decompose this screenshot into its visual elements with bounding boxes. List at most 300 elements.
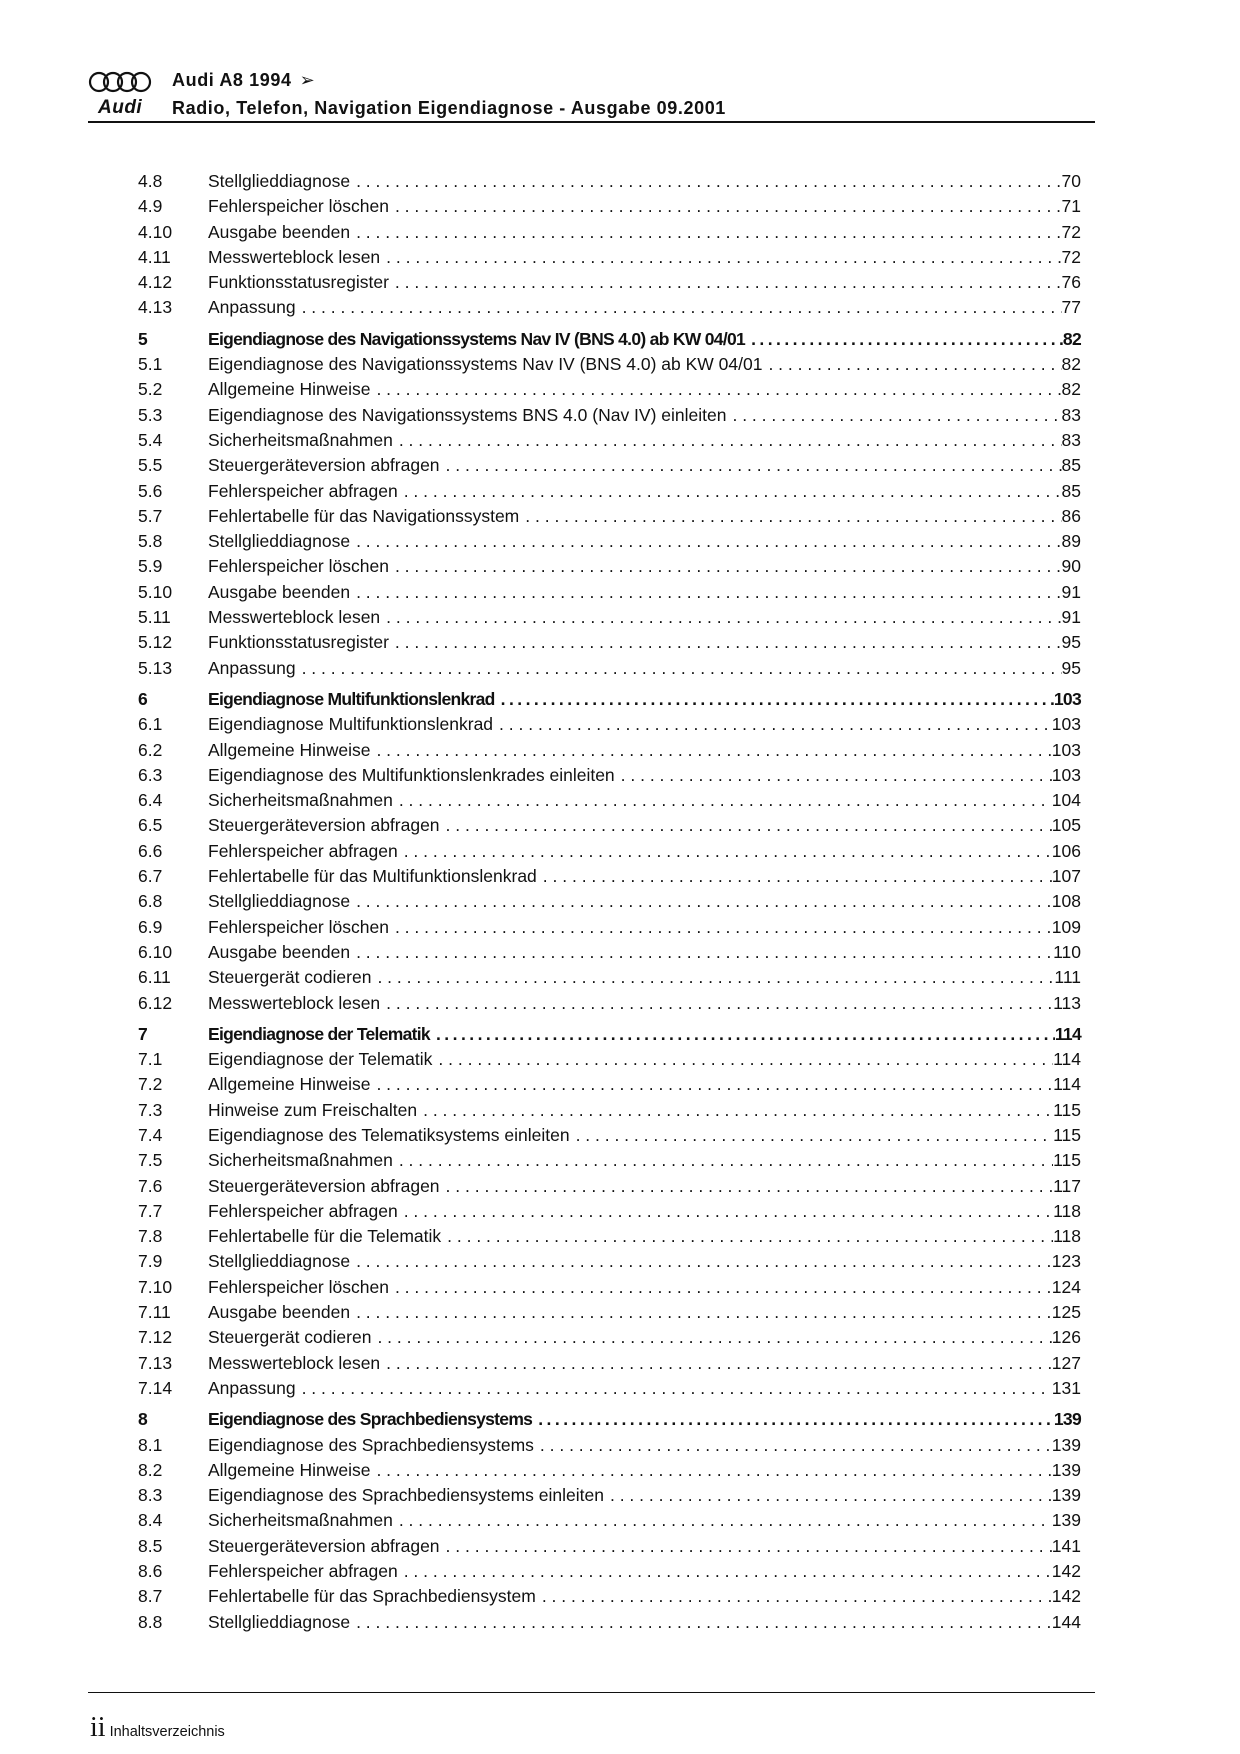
toc-title: Fehlerspeicher löschen <box>208 556 389 577</box>
toc-row[interactable] <box>138 1559 1081 1584</box>
toc-number: 7.12 <box>138 1327 173 1348</box>
toc-dot-leader <box>395 1275 1052 1300</box>
toc-title: Anpassung <box>208 297 296 318</box>
toc-dot-leader <box>436 1022 1055 1047</box>
toc-page-number: 90 <box>1061 556 1081 577</box>
toc-row[interactable] <box>138 1458 1081 1483</box>
toc-title: Sicherheitsmaßnahmen <box>208 1510 393 1531</box>
toc-page-number: 85 <box>1061 455 1081 476</box>
toc-entry <box>208 1199 1081 1224</box>
toc-row[interactable] <box>138 1376 1081 1401</box>
toc-title: Steuergeräteversion abfragen <box>208 815 440 836</box>
toc-entry <box>208 1174 1081 1199</box>
toc-number: 7.10 <box>138 1276 173 1297</box>
toc-entry <box>208 453 1081 478</box>
toc-dot-leader <box>386 245 1061 270</box>
toc-entry <box>208 965 1081 990</box>
toc-row[interactable] <box>138 1300 1081 1325</box>
toc-number: 5.13 <box>138 657 173 678</box>
toc-row[interactable] <box>138 1047 1081 1072</box>
toc-dot-leader <box>376 1458 1051 1483</box>
toc-entry <box>208 1300 1081 1325</box>
toc-number: 6.4 <box>138 790 163 811</box>
toc-row[interactable] <box>138 1483 1081 1508</box>
toc-dot-leader <box>356 580 1061 605</box>
toc-dot-leader <box>446 453 1062 478</box>
page-header <box>88 70 1095 122</box>
toc-title: Allgemeine Hinweise <box>208 1074 371 1095</box>
toc-dot-leader <box>540 1433 1052 1458</box>
toc-page-number: 103 <box>1051 764 1081 785</box>
toc-dot-leader <box>356 169 1061 194</box>
toc-title: Messwerteblock lesen <box>208 992 381 1013</box>
toc-entry <box>208 1249 1081 1274</box>
toc-row[interactable] <box>138 220 1081 245</box>
toc-page-number: 83 <box>1061 429 1081 450</box>
toc-number: 5.9 <box>138 556 163 577</box>
toc-page-number: 139 <box>1051 1434 1081 1455</box>
toc-entry <box>208 788 1081 813</box>
toc-row[interactable] <box>138 504 1081 529</box>
toc-row[interactable] <box>138 738 1081 763</box>
toc-row[interactable] <box>138 377 1081 402</box>
toc-row[interactable] <box>138 630 1081 655</box>
toc-dot-leader <box>377 965 1054 990</box>
toc-title: Allgemeine Hinweise <box>208 739 371 760</box>
toc-row[interactable] <box>138 479 1081 504</box>
toc-dot-leader <box>501 687 1054 712</box>
toc-row[interactable] <box>138 1351 1081 1376</box>
toc-number: 7.7 <box>138 1200 163 1221</box>
toc-page-number: 103 <box>1053 688 1081 709</box>
toc-page-number: 114 <box>1054 1023 1081 1044</box>
toc-title: Eigendiagnose des Sprachbediensystems <box>208 1434 534 1455</box>
toc-number: 6.6 <box>138 840 163 861</box>
toc-dot-leader <box>499 712 1052 737</box>
toc-dot-leader <box>399 1148 1053 1173</box>
toc-number: 5.11 <box>138 607 171 628</box>
header-title: Radio, Telefon, Navigation Eigendiagnose - Ausgabe 09.2001 <box>172 98 726 118</box>
toc-page-number: 111 <box>1054 967 1081 988</box>
toc-dot-leader <box>376 738 1051 763</box>
toc-title: Fehlerspeicher löschen <box>208 196 389 217</box>
toc-row[interactable] <box>138 295 1081 320</box>
toc-title: Eigendiagnose des Navigationssystems Nav IV (BNS 4.0) ab KW 04/01 <box>208 328 746 349</box>
toc-page-number: 139 <box>1053 1409 1081 1430</box>
toc-dot-leader <box>446 1534 1052 1559</box>
toc-number: 4.9 <box>138 196 163 217</box>
header-divider <box>88 121 1095 123</box>
toc-page-number: 106 <box>1051 840 1081 861</box>
toc-entry <box>208 1072 1081 1097</box>
toc-page-number: 71 <box>1061 196 1081 217</box>
toc-entry <box>208 479 1081 504</box>
toc-title: Sicherheitsmaßnahmen <box>208 1150 393 1171</box>
toc-page-number: 91 <box>1061 581 1081 602</box>
toc-row[interactable] <box>138 788 1081 813</box>
toc-page-number: 139 <box>1051 1510 1081 1531</box>
toc-number: 6.9 <box>138 916 163 937</box>
toc-number: 7.1 <box>138 1049 163 1070</box>
toc-number: 5.5 <box>138 455 163 476</box>
toc-dot-leader <box>356 889 1052 914</box>
toc-title: Allgemeine Hinweise <box>208 1459 371 1480</box>
toc-row[interactable] <box>138 1174 1081 1199</box>
toc-chapter-row[interactable] <box>138 687 1081 712</box>
toc-title: Fehlertabelle für die Telematik <box>208 1226 442 1247</box>
toc-number: 6.3 <box>138 764 163 785</box>
toc-entry <box>208 1224 1081 1249</box>
toc-chapter-row[interactable] <box>138 1022 1081 1047</box>
toc-page-number: 105 <box>1051 815 1081 836</box>
toc-page-number: 115 <box>1053 1150 1081 1171</box>
toc-entry <box>208 889 1081 914</box>
toc-title: Eigendiagnose des Navigationssystems BNS 4.0 (Nav IV) einleiten <box>208 404 727 425</box>
toc-row[interactable] <box>138 1199 1081 1224</box>
toc-entry <box>208 813 1081 838</box>
toc-entry <box>208 738 1081 763</box>
toc-title: Fehlerspeicher löschen <box>208 916 389 937</box>
toc-number: 4.12 <box>138 272 173 293</box>
toc-dot-leader <box>399 1508 1052 1533</box>
toc-entry <box>208 352 1081 377</box>
toc-entry <box>208 1610 1081 1635</box>
toc-dot-leader <box>447 1224 1053 1249</box>
toc-entry <box>208 245 1081 270</box>
toc-page-number: 86 <box>1061 505 1081 526</box>
toc-number: 4.13 <box>138 297 173 318</box>
toc-dot-leader <box>543 864 1052 889</box>
page-footer <box>90 1712 225 1744</box>
toc-title: Eigendiagnose der Telematik <box>208 1049 433 1070</box>
toc-row[interactable] <box>138 940 1081 965</box>
toc-title: Messwerteblock lesen <box>208 1352 381 1373</box>
toc-row[interactable] <box>138 991 1081 1016</box>
toc-dot-leader <box>446 1174 1054 1199</box>
toc-page-number: 113 <box>1053 992 1081 1013</box>
toc-number: 5.3 <box>138 404 163 425</box>
footer-page-number: ii <box>90 1712 106 1743</box>
toc-page-number: 72 <box>1061 221 1081 242</box>
toc-page-number: 104 <box>1051 790 1081 811</box>
toc-page-number: 126 <box>1051 1327 1081 1348</box>
toc-title: Fehlertabelle für das Navigationssystem <box>208 505 520 526</box>
toc-row[interactable] <box>138 245 1081 270</box>
toc-page-number: 110 <box>1053 941 1081 962</box>
toc-page-number: 83 <box>1061 404 1081 425</box>
toc-dot-leader <box>610 1483 1052 1508</box>
toc-entry <box>208 1351 1081 1376</box>
toc-page-number: 72 <box>1061 246 1081 267</box>
toc-row[interactable] <box>138 403 1081 428</box>
toc-row[interactable] <box>138 763 1081 788</box>
toc-row[interactable] <box>138 1224 1081 1249</box>
toc-page-number: 95 <box>1061 657 1081 678</box>
toc-entry <box>208 763 1081 788</box>
toc-page-number: 108 <box>1051 891 1081 912</box>
toc-page-number: 114 <box>1053 1049 1081 1070</box>
toc-page-number: 115 <box>1053 1099 1081 1120</box>
toc-title: Funktionsstatusregister <box>208 272 389 293</box>
toc-title: Messwerteblock lesen <box>208 246 381 267</box>
toc-number: 5.1 <box>138 354 163 375</box>
toc-title: Stellglieddiagnose <box>208 171 351 191</box>
toc-number: 7.6 <box>138 1175 163 1196</box>
toc-number: 6.11 <box>138 967 171 988</box>
toc-dot-leader <box>395 915 1052 940</box>
toc-dot-leader <box>525 504 1061 529</box>
toc-row[interactable] <box>138 839 1081 864</box>
toc-page-number: 70 <box>1061 171 1081 191</box>
toc-row[interactable] <box>138 1534 1081 1559</box>
toc-row[interactable] <box>138 712 1081 737</box>
toc-page-number: 103 <box>1051 714 1081 735</box>
toc-number: 6.2 <box>138 739 163 760</box>
toc-row[interactable] <box>138 1508 1081 1533</box>
toc-number: 5.6 <box>138 480 163 501</box>
toc-row[interactable] <box>138 813 1081 838</box>
toc-entry <box>208 529 1081 554</box>
toc-number: 6.5 <box>138 815 163 836</box>
toc-page-number: 127 <box>1051 1352 1081 1373</box>
toc-number: 5.4 <box>138 429 163 450</box>
toc-dot-leader <box>751 327 1063 352</box>
toc-entry <box>208 1022 1081 1047</box>
toc-number: 5.12 <box>138 632 173 653</box>
toc-entry <box>208 169 1081 194</box>
toc-number: 7.3 <box>138 1099 163 1120</box>
toc-dot-leader <box>576 1123 1054 1148</box>
toc-page-number: 118 <box>1053 1226 1081 1247</box>
toc-dot-leader <box>395 194 1062 219</box>
toc-number: 6.10 <box>138 941 173 962</box>
toc-entry <box>208 270 1081 295</box>
toc-row[interactable] <box>138 428 1081 453</box>
toc-dot-leader <box>356 1249 1052 1274</box>
toc-entry <box>208 656 1081 681</box>
toc-number: 6 <box>138 688 148 709</box>
footer-divider <box>88 1692 1095 1693</box>
toc-dot-leader <box>356 529 1061 554</box>
toc-number: 7 <box>138 1023 148 1044</box>
toc-row[interactable] <box>138 1072 1081 1097</box>
toc-page-number: 114 <box>1053 1074 1081 1095</box>
toc-entry <box>208 630 1081 655</box>
toc-page-number: 125 <box>1051 1302 1081 1323</box>
toc-dot-leader <box>404 1199 1053 1224</box>
toc-entry <box>208 1433 1081 1458</box>
toc-number: 7.5 <box>138 1150 163 1171</box>
toc-number: 8.4 <box>138 1510 163 1531</box>
toc-dot-leader <box>395 270 1062 295</box>
toc-row[interactable] <box>138 656 1081 681</box>
toc-title: Steuergeräteversion abfragen <box>208 455 440 476</box>
toc-row[interactable] <box>138 864 1081 889</box>
toc-entry <box>208 580 1081 605</box>
toc-page-number: 118 <box>1053 1200 1081 1221</box>
toc-entry <box>208 295 1081 320</box>
toc-entry <box>208 1407 1081 1432</box>
toc-title: Steuergerät codieren <box>208 1327 372 1348</box>
toc-number: 8 <box>138 1409 148 1430</box>
toc-page-number: 117 <box>1053 1175 1081 1196</box>
toc-entry <box>208 940 1081 965</box>
toc-page-number: 144 <box>1051 1611 1081 1632</box>
toc-entry <box>208 428 1081 453</box>
toc-dot-leader <box>768 352 1061 377</box>
toc-title: Stellglieddiagnose <box>208 1251 351 1272</box>
toc-row[interactable] <box>138 1325 1081 1350</box>
toc-number: 6.12 <box>138 992 173 1013</box>
toc-number: 7.4 <box>138 1124 163 1145</box>
toc-entry <box>208 327 1081 352</box>
toc-page-number: 109 <box>1051 916 1081 937</box>
toc-page-number: 115 <box>1053 1124 1081 1145</box>
toc-entry <box>208 194 1081 219</box>
toc-entry <box>208 991 1081 1016</box>
toc-dot-leader <box>542 1584 1052 1609</box>
toc-row[interactable] <box>138 605 1081 630</box>
toc-row[interactable] <box>138 352 1081 377</box>
toc-title: Fehlerspeicher abfragen <box>208 1200 398 1221</box>
toc-chapter-row[interactable] <box>138 327 1081 352</box>
toc-number: 5.2 <box>138 379 163 400</box>
toc-page-number: 82 <box>1062 328 1081 349</box>
toc-page-number: 77 <box>1061 297 1081 318</box>
toc-title: Steuergeräteversion abfragen <box>208 1175 440 1196</box>
toc-page-number: 123 <box>1051 1251 1081 1272</box>
toc-number: 4.10 <box>138 221 173 242</box>
toc-row[interactable] <box>138 1433 1081 1458</box>
toc-row[interactable] <box>138 453 1081 478</box>
toc-title: Fehlertabelle für das Multifunktionslenkrad <box>208 866 537 887</box>
toc-entry <box>208 687 1081 712</box>
toc-number: 5.8 <box>138 531 163 552</box>
toc-title: Anpassung <box>208 657 296 678</box>
toc-title: Sicherheitsmaßnahmen <box>208 790 393 811</box>
toc-row[interactable] <box>138 529 1081 554</box>
toc-dot-leader <box>404 839 1052 864</box>
toc-page-number: 82 <box>1061 354 1081 375</box>
toc-entry <box>208 1047 1081 1072</box>
toc-title: Eigendiagnose des Sprachbediensystems <box>208 1409 533 1430</box>
toc-title: Fehlertabelle für das Sprachbediensystem <box>208 1586 536 1607</box>
toc-entry <box>208 1325 1081 1350</box>
toc-number: 5.10 <box>138 581 173 602</box>
toc-row[interactable] <box>138 270 1081 295</box>
toc-entry <box>208 915 1081 940</box>
toc-title: Eigendiagnose Multifunktionslenkrad <box>208 714 494 735</box>
toc-row[interactable] <box>138 1584 1081 1609</box>
toc-page-number: 107 <box>1051 866 1081 887</box>
toc-row[interactable] <box>138 889 1081 914</box>
toc-entry <box>208 1483 1081 1508</box>
toc-number: 6.7 <box>138 866 163 887</box>
toc-entry <box>208 1098 1081 1123</box>
toc-row[interactable] <box>138 1098 1081 1123</box>
toc-title: Anpassung <box>208 1377 296 1398</box>
footer-label: Inhaltsverzeichnis <box>109 1724 225 1740</box>
toc-row[interactable] <box>138 554 1081 579</box>
toc-number: 4.11 <box>138 246 171 267</box>
toc-dot-leader <box>376 1072 1053 1097</box>
toc-number: 8.7 <box>138 1586 163 1607</box>
toc-dot-leader <box>302 1376 1052 1401</box>
toc-page-number: 76 <box>1061 272 1081 293</box>
toc-dot-leader <box>438 1047 1053 1072</box>
toc-entry <box>208 554 1081 579</box>
toc-entry <box>208 504 1081 529</box>
toc-row[interactable] <box>138 965 1081 990</box>
toc-page-number: 124 <box>1051 1276 1081 1297</box>
toc-row[interactable] <box>138 580 1081 605</box>
toc-row[interactable] <box>138 169 1081 194</box>
toc-dot-leader <box>395 554 1062 579</box>
toc-page-number: 103 <box>1051 739 1081 760</box>
toc-row[interactable] <box>138 1123 1081 1148</box>
toc-entry <box>208 864 1081 889</box>
toc-page-number: 139 <box>1051 1459 1081 1480</box>
toc-title: Stellglieddiagnose <box>208 531 351 552</box>
toc-row[interactable] <box>138 1275 1081 1300</box>
toc-dot-leader <box>386 605 1061 630</box>
toc-title: Eigendiagnose des Telematiksystems einleiten <box>208 1124 570 1145</box>
toc-number: 8.8 <box>138 1611 163 1632</box>
toc-number: 8.1 <box>138 1434 163 1455</box>
toc-entry <box>208 1376 1081 1401</box>
toc-dot-leader <box>538 1407 1054 1432</box>
toc-number: 7.9 <box>138 1251 163 1272</box>
table-of-contents <box>138 169 1081 1635</box>
toc-page-number: 91 <box>1061 607 1081 628</box>
toc-title: Hinweise zum Freischalten <box>208 1099 418 1120</box>
toc-dot-leader <box>732 403 1061 428</box>
toc-title: Fehlerspeicher abfragen <box>208 840 398 861</box>
toc-dot-leader <box>386 991 1053 1016</box>
toc-entry <box>208 1534 1081 1559</box>
toc-title: Stellglieddiagnose <box>208 1611 351 1632</box>
toc-title: Ausgabe beenden <box>208 941 351 962</box>
toc-row[interactable] <box>138 915 1081 940</box>
toc-title: Messwerteblock lesen <box>208 607 381 628</box>
toc-page-number: 85 <box>1061 480 1081 501</box>
toc-title: Eigendiagnose Multifunktionslenkrad <box>208 688 495 709</box>
toc-title: Allgemeine Hinweise <box>208 379 371 400</box>
toc-row[interactable] <box>138 1148 1081 1173</box>
toc-number: 7.8 <box>138 1226 163 1247</box>
toc-row[interactable] <box>138 194 1081 219</box>
toc-number: 5 <box>138 328 148 349</box>
toc-dot-leader <box>404 479 1062 504</box>
toc-title: Eigendiagnose des Sprachbediensystems einleiten <box>208 1485 604 1506</box>
toc-number: 6.8 <box>138 891 163 912</box>
toc-dot-leader <box>377 1325 1051 1350</box>
toc-dot-leader <box>399 428 1062 453</box>
toc-row[interactable] <box>138 1249 1081 1274</box>
toc-chapter-row[interactable] <box>138 1407 1081 1432</box>
toc-dot-leader <box>356 220 1061 245</box>
toc-title: Eigendiagnose des Multifunktionslenkrades einleiten <box>208 764 615 785</box>
toc-dot-leader <box>302 656 1062 681</box>
toc-entry <box>208 1584 1081 1609</box>
toc-row[interactable] <box>138 1610 1081 1635</box>
toc-number: 8.6 <box>138 1561 163 1582</box>
toc-title: Ausgabe beenden <box>208 581 351 602</box>
toc-dot-leader <box>404 1559 1052 1584</box>
toc-entry <box>208 839 1081 864</box>
toc-title: Fehlerspeicher abfragen <box>208 480 398 501</box>
toc-page-number: 131 <box>1051 1377 1081 1398</box>
